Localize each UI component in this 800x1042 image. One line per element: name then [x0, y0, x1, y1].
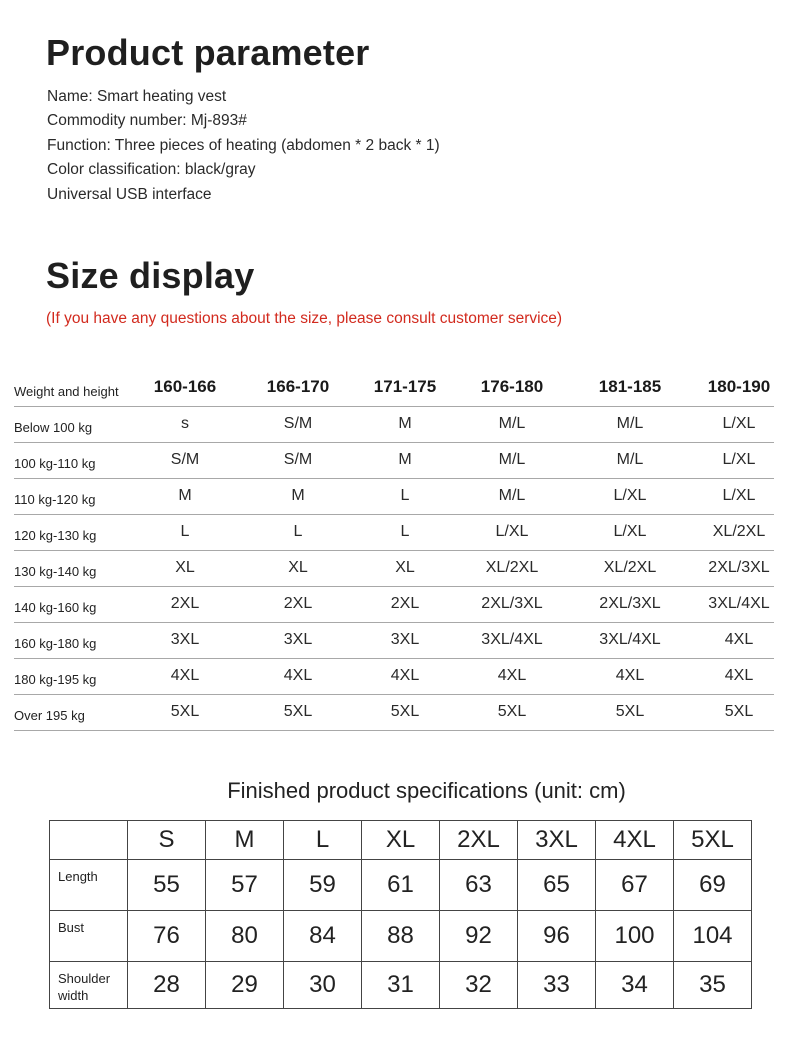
weight-height-label: Weight and height [14, 384, 119, 399]
size-row [14, 479, 774, 515]
size-cell: 2XL/3XL [481, 595, 543, 612]
spec-size-header: 4XL [596, 821, 674, 860]
spec-size-header: 5XL [674, 821, 752, 860]
spec-value-cell: 84 [284, 911, 362, 962]
size-cell: 4XL [724, 667, 754, 684]
product-parameter-list [47, 85, 440, 207]
product-parameter-line: Name: Smart heating vest [47, 88, 227, 105]
size-row [14, 443, 774, 479]
spec-size-header: M [206, 821, 284, 860]
spec-value-cell: 65 [518, 860, 596, 911]
size-display-table [14, 366, 774, 731]
spec-row [50, 860, 752, 911]
size-consult-note: (If you have any questions about the size, please consult customer service) [46, 310, 563, 327]
spec-value-cell: 67 [596, 860, 674, 911]
spec-row-label: Shoulder width [50, 962, 128, 1009]
spec-value-cell: 57 [206, 860, 284, 911]
spec-value-cell: 29 [206, 962, 284, 1009]
size-cell: XL/2XL [485, 559, 539, 576]
size-cell: S/M [283, 451, 313, 468]
height-range-header: 176-180 [480, 377, 544, 396]
spec-value-cell: 28 [128, 962, 206, 1009]
size-cell: 5XL [170, 703, 200, 720]
spec-value-cell: 34 [596, 962, 674, 1009]
product-parameter-line: Function: Three pieces of heating (abdomen * 2 back * 1) [47, 136, 440, 154]
spec-value-cell: 104 [674, 911, 752, 962]
size-cell: M/L [616, 451, 644, 468]
height-range-header: 171-175 [373, 377, 437, 396]
size-row [14, 623, 774, 659]
spec-value-cell: 80 [206, 911, 284, 962]
size-cell: 5XL [283, 703, 313, 720]
spec-size-header: XL [362, 821, 440, 860]
size-cell: L [400, 487, 410, 504]
product-parameter-line: Commodity number: Mj-893# [47, 112, 247, 130]
size-cell: S/M [283, 415, 313, 432]
size-cell: XL [395, 559, 415, 576]
weight-range-label: 130 kg-140 kg [14, 564, 97, 579]
size-cell: M [291, 487, 305, 504]
height-range-header: 181-185 [598, 377, 662, 396]
spec-value-cell: 32 [440, 962, 518, 1009]
spec-value-cell: 55 [128, 860, 206, 911]
size-cell: 3XL/4XL [708, 595, 770, 612]
size-cell: 5XL [615, 703, 645, 720]
weight-range-label: 120 kg-130 kg [14, 528, 97, 543]
spec-value-cell: 88 [362, 911, 440, 962]
size-cell: 2XL [390, 595, 420, 612]
size-cell: XL [288, 559, 308, 576]
size-header-row [14, 366, 774, 407]
size-cell: 3XL/4XL [599, 631, 661, 648]
weight-range-label: 110 kg-120 kg [14, 492, 96, 507]
spec-value-cell: 33 [518, 962, 596, 1009]
weight-range-label: 100 kg-110 kg [14, 456, 96, 471]
size-cell: M/L [498, 487, 526, 504]
spec-size-header: 3XL [518, 821, 596, 860]
spec-value-cell: 31 [362, 962, 440, 1009]
size-row [14, 515, 774, 551]
size-cell: L/XL [722, 451, 756, 468]
spec-value-cell: 76 [128, 911, 206, 962]
spec-value-cell: 63 [440, 860, 518, 911]
weight-range-label: 180 kg-195 kg [14, 672, 97, 687]
size-cell: L [293, 523, 303, 540]
size-cell: XL [175, 559, 195, 576]
size-cell: XL/2XL [603, 559, 657, 576]
size-cell: M [178, 487, 192, 504]
size-cell: L/XL [613, 523, 647, 540]
specifications-table [49, 820, 752, 1009]
size-cell: M/L [616, 415, 644, 432]
size-cell: 3XL/4XL [481, 631, 543, 648]
size-cell: L [180, 523, 190, 540]
spec-row-label: Bust [50, 911, 128, 962]
spec-value-cell: 61 [362, 860, 440, 911]
size-cell: 5XL [497, 703, 527, 720]
weight-range-label: 140 kg-160 kg [14, 600, 97, 615]
spec-value-cell: 100 [596, 911, 674, 962]
size-cell: XL/2XL [712, 523, 766, 540]
spec-value-cell: 92 [440, 911, 518, 962]
height-range-header: 160-166 [153, 377, 217, 396]
product-parameter-line: Universal USB interface [47, 185, 212, 203]
size-cell: 2XL/3XL [708, 559, 770, 576]
weight-range-label: Below 100 kg [14, 420, 93, 435]
product-parameter-heading: Product parameter [46, 32, 370, 73]
spec-value-cell: 96 [518, 911, 596, 962]
size-cell: 3XL [283, 631, 313, 648]
spec-corner-cell [50, 821, 128, 860]
size-display-heading: Size display [46, 255, 255, 296]
size-cell: M [398, 451, 412, 468]
spec-value-cell: 30 [284, 962, 362, 1009]
size-row [14, 659, 774, 695]
size-cell: S/M [170, 451, 200, 468]
size-cell: 2XL/3XL [599, 595, 661, 612]
weight-range-label: Over 195 kg [14, 708, 85, 723]
size-cell: 3XL [390, 631, 420, 648]
spec-row-label: Length [50, 860, 128, 911]
size-cell: 5XL [724, 703, 754, 720]
size-cell: M [398, 415, 412, 432]
size-row [14, 587, 774, 623]
weight-range-label: 160 kg-180 kg [14, 636, 97, 651]
size-cell: L [400, 523, 410, 540]
size-cell: 4XL [283, 667, 313, 684]
height-range-header: 180-190 [707, 377, 771, 396]
spec-value-cell: 35 [674, 962, 752, 1009]
size-cell: L/XL [613, 487, 647, 504]
spec-row [50, 962, 752, 1009]
size-cell: 4XL [724, 631, 754, 648]
spec-row [50, 911, 752, 962]
spec-size-header: S [128, 821, 206, 860]
spec-size-header: 2XL [440, 821, 518, 860]
size-cell: 3XL [170, 631, 200, 648]
product-parameter-line: Color classification: black/gray [47, 161, 256, 179]
spec-value-cell: 69 [674, 860, 752, 911]
size-cell: 4XL [497, 667, 527, 684]
size-cell: 4XL [390, 667, 420, 684]
size-row [14, 551, 774, 587]
size-cell: 2XL [170, 595, 200, 612]
size-cell: L/XL [722, 415, 756, 432]
size-row [14, 695, 774, 731]
size-cell: L/XL [495, 523, 529, 540]
height-range-header: 166-170 [266, 377, 330, 396]
spec-value-cell: 59 [284, 860, 362, 911]
size-cell: 4XL [170, 667, 200, 684]
size-cell: M/L [498, 415, 526, 432]
size-cell: s [181, 415, 189, 432]
size-cell: 5XL [390, 703, 420, 720]
size-cell: M/L [498, 451, 526, 468]
size-row [14, 407, 774, 443]
size-cell: L/XL [722, 487, 756, 504]
spec-size-header: L [284, 821, 362, 860]
spec-header-row [50, 821, 752, 860]
size-cell: 2XL [283, 595, 313, 612]
specifications-title: Finished product specifications (unit: cm) [227, 778, 626, 803]
size-cell: 4XL [615, 667, 645, 684]
